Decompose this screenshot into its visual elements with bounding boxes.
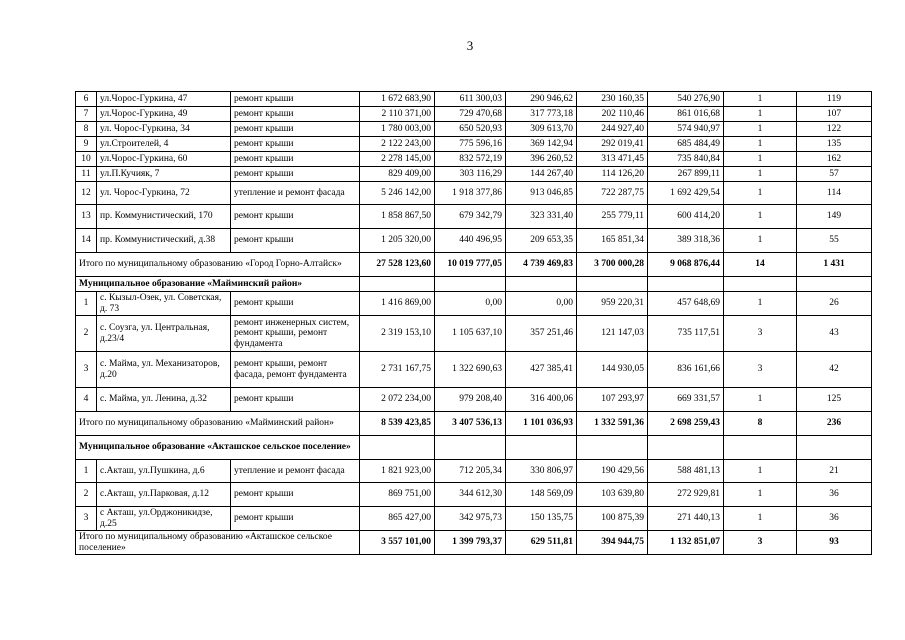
table-row [76,483,872,507]
address-cell: с.Акташ, ул.Пушкина, д.6 [97,460,231,483]
works-count: 1 [724,229,797,253]
page-number: 3 [466,38,474,53]
empty-cell [577,436,648,460]
row-number: 4 [76,388,97,412]
total-cost: 1 672 683,90 [360,92,435,107]
address-cell: с.Акташ, ул.Парковая, д.12 [97,483,231,507]
subtotal-label: Итого по муниципальному образованию «Акташское сельское поселение» [76,531,360,555]
subtotal-municipal-share: 1 332 591,36 [577,412,648,436]
republic-share: 323 331,40 [506,205,577,229]
table-row [76,152,872,167]
subtotal-fund-share: 3 407 536,13 [435,412,506,436]
subtotal-municipal-share: 3 700 000,28 [577,253,648,277]
works-count: 1 [724,137,797,152]
address-cell: ул.Чорос-Гуркина, 60 [97,152,231,167]
row-number: 6 [76,92,97,107]
republic-share: 330 806,97 [506,460,577,483]
empty-cell [577,277,648,292]
republic-share: 369 142,94 [506,137,577,152]
row-number: 3 [76,352,97,388]
owners-share: 574 940,97 [648,122,724,137]
work-type-cell: ремонт крыши [231,92,360,107]
subtotal-works-count: 8 [724,412,797,436]
owners-share: 588 481,13 [648,460,724,483]
municipal-share: 959 220,31 [577,292,648,316]
municipal-share: 230 160,35 [577,92,648,107]
empty-cell [797,277,872,292]
subtotal-works-count: 14 [724,253,797,277]
total-cost: 829 409,00 [360,167,435,182]
owners-share: 600 414,20 [648,205,724,229]
row-number: 3 [76,507,97,531]
address-cell: с. Майма, ул. Ленина, д.32 [97,388,231,412]
subtotal-residents-count: 93 [797,531,872,555]
work-type-cell: утепление и ремонт фасада [231,182,360,205]
owners-share: 271 440,13 [648,507,724,531]
table-row [76,182,872,205]
row-number: 1 [76,292,97,316]
subtotal-works-count: 3 [724,531,797,555]
row-number: 7 [76,107,97,122]
owners-share: 540 276,90 [648,92,724,107]
empty-cell [648,277,724,292]
table-row [76,167,872,182]
table-row [76,352,872,388]
works-count: 1 [724,460,797,483]
total-cost: 1 780 003,00 [360,122,435,137]
total-cost: 865 427,00 [360,507,435,531]
repair-program-table [75,91,872,555]
subtotal-fund-share: 1 399 793,37 [435,531,506,555]
owners-share: 735 117,51 [648,316,724,352]
work-type-cell: ремонт крыши [231,167,360,182]
works-count: 1 [724,122,797,137]
residents-count: 36 [797,483,872,507]
works-count: 3 [724,352,797,388]
subtotal-residents-count: 236 [797,412,872,436]
total-cost: 1 858 867,50 [360,205,435,229]
total-cost: 1 205 320,00 [360,229,435,253]
republic-share: 316 400,06 [506,388,577,412]
work-type-cell: ремонт крыши [231,137,360,152]
works-count: 1 [724,483,797,507]
address-cell: ул.Строителей, 4 [97,137,231,152]
work-type-cell: ремонт крыши, ремонт фасада, ремонт фундамента [231,352,360,388]
municipal-share: 100 875,39 [577,507,648,531]
subtotal-republic-share: 1 101 036,93 [506,412,577,436]
row-number: 12 [76,182,97,205]
republic-share: 209 653,35 [506,229,577,253]
owners-share: 389 318,36 [648,229,724,253]
fund-share: 0,00 [435,292,506,316]
section-header-row [76,277,872,292]
address-cell: с Акташ, ул.Орджоникидзе, д.25 [97,507,231,531]
works-count: 1 [724,152,797,167]
municipal-share: 107 293,97 [577,388,648,412]
work-type-cell: ремонт крыши [231,229,360,253]
works-count: 1 [724,205,797,229]
work-type-cell: ремонт крыши [231,507,360,531]
table-row [76,137,872,152]
fund-share: 712 205,34 [435,460,506,483]
section-title: Муниципальное образование «Майминский район» [76,277,360,292]
works-count: 3 [724,316,797,352]
works-count: 1 [724,107,797,122]
row-number: 2 [76,316,97,352]
row-number: 13 [76,205,97,229]
republic-share: 427 385,41 [506,352,577,388]
subtotal-fund-share: 10 019 777,05 [435,253,506,277]
fund-share: 729 470,68 [435,107,506,122]
empty-cell [435,436,506,460]
empty-cell [435,277,506,292]
address-cell: ул.Чорос-Гуркина, 47 [97,92,231,107]
municipal-share: 114 126,20 [577,167,648,182]
republic-share: 148 569,09 [506,483,577,507]
municipal-share: 190 429,56 [577,460,648,483]
total-cost: 5 246 142,00 [360,182,435,205]
address-cell: ул. Чорос-Гуркина, 34 [97,122,231,137]
fund-share: 979 208,40 [435,388,506,412]
empty-cell [648,436,724,460]
work-type-cell: ремонт крыши [231,107,360,122]
table-row [76,205,872,229]
residents-count: 119 [797,92,872,107]
row-number: 14 [76,229,97,253]
subtotal-total-cost: 8 539 423,85 [360,412,435,436]
fund-share: 342 975,73 [435,507,506,531]
owners-share: 669 331,57 [648,388,724,412]
total-cost: 2 110 371,00 [360,107,435,122]
municipal-share: 144 930,05 [577,352,648,388]
municipal-share: 103 639,80 [577,483,648,507]
residents-count: 36 [797,507,872,531]
residents-count: 135 [797,137,872,152]
empty-cell [724,277,797,292]
row-number: 10 [76,152,97,167]
total-cost: 2 731 167,75 [360,352,435,388]
subtotal-label: Итого по муниципальному образованию «Город Горно-Алтайск» [76,253,360,277]
total-cost: 1 821 923,00 [360,460,435,483]
residents-count: 43 [797,316,872,352]
municipal-share: 722 287,75 [577,182,648,205]
subtotal-republic-share: 4 739 469,83 [506,253,577,277]
work-type-cell: ремонт инженерных систем, ремонт крыши, ремонт фундамента [231,316,360,352]
fund-share: 1 918 377,86 [435,182,506,205]
subtotal-republic-share: 629 511,81 [506,531,577,555]
residents-count: 26 [797,292,872,316]
republic-share: 150 135,75 [506,507,577,531]
subtotal-row [76,253,872,277]
owners-share: 735 840,84 [648,152,724,167]
republic-share: 309 613,70 [506,122,577,137]
work-type-cell: ремонт крыши [231,152,360,167]
table-row [76,507,872,531]
municipal-share: 244 927,40 [577,122,648,137]
republic-share: 0,00 [506,292,577,316]
residents-count: 57 [797,167,872,182]
work-type-cell: ремонт крыши [231,483,360,507]
table-row [76,292,872,316]
municipal-share: 202 110,46 [577,107,648,122]
subtotal-residents-count: 1 431 [797,253,872,277]
row-number: 9 [76,137,97,152]
subtotal-label: Итого по муниципальному образованию «Майминский район» [76,412,360,436]
address-cell: ул.Чорос-Гуркина, 49 [97,107,231,122]
work-type-cell: утепление и ремонт фасада [231,460,360,483]
works-count: 1 [724,182,797,205]
address-cell: с. Майма, ул. Механизаторов, д.20 [97,352,231,388]
empty-cell [724,436,797,460]
row-number: 2 [76,483,97,507]
municipal-share: 292 019,41 [577,137,648,152]
republic-share: 357 251,46 [506,316,577,352]
subtotal-row [76,531,872,555]
owners-share: 685 484,49 [648,137,724,152]
republic-share: 290 946,62 [506,92,577,107]
republic-share: 317 773,18 [506,107,577,122]
subtotal-owners-share: 1 132 851,07 [648,531,724,555]
fund-share: 611 300,03 [435,92,506,107]
section-header-row [76,436,872,460]
subtotal-row [76,412,872,436]
residents-count: 107 [797,107,872,122]
row-number: 11 [76,167,97,182]
fund-share: 832 572,19 [435,152,506,167]
address-cell: пр. Коммунистический, д.38 [97,229,231,253]
total-cost: 2 278 145,00 [360,152,435,167]
fund-share: 679 342,79 [435,205,506,229]
table-row [76,316,872,352]
owners-share: 272 929,81 [648,483,724,507]
residents-count: 55 [797,229,872,253]
municipal-share: 121 147,03 [577,316,648,352]
republic-share: 144 267,40 [506,167,577,182]
residents-count: 114 [797,182,872,205]
empty-cell [506,277,577,292]
total-cost: 869 751,00 [360,483,435,507]
works-count: 1 [724,92,797,107]
subtotal-total-cost: 3 557 101,00 [360,531,435,555]
empty-cell [360,436,435,460]
owners-share: 1 692 429,54 [648,182,724,205]
subtotal-owners-share: 2 698 259,43 [648,412,724,436]
empty-cell [797,436,872,460]
fund-share: 440 496,95 [435,229,506,253]
residents-count: 122 [797,122,872,137]
fund-share: 775 596,16 [435,137,506,152]
row-number: 1 [76,460,97,483]
owners-share: 267 899,11 [648,167,724,182]
works-count: 1 [724,292,797,316]
total-cost: 2 319 153,10 [360,316,435,352]
address-cell: с. Кызыл-Озек, ул. Советская, д. 73 [97,292,231,316]
fund-share: 650 520,93 [435,122,506,137]
owners-share: 836 161,66 [648,352,724,388]
table-row [76,92,872,107]
residents-count: 42 [797,352,872,388]
municipal-share: 255 779,11 [577,205,648,229]
municipal-share: 313 471,45 [577,152,648,167]
fund-share: 1 322 690,63 [435,352,506,388]
table-row [76,388,872,412]
works-count: 1 [724,167,797,182]
work-type-cell: ремонт крыши [231,292,360,316]
owners-share: 457 648,69 [648,292,724,316]
municipal-share: 165 851,34 [577,229,648,253]
empty-cell [506,436,577,460]
section-title: Муниципальное образование «Акташское сельское поселение» [76,436,360,460]
republic-share: 396 260,52 [506,152,577,167]
address-cell: с. Соузга, ул. Центральная, д.23/4 [97,316,231,352]
address-cell: ул.П.Кучияк, 7 [97,167,231,182]
works-count: 1 [724,507,797,531]
residents-count: 149 [797,205,872,229]
total-cost: 2 122 243,00 [360,137,435,152]
subtotal-municipal-share: 394 944,75 [577,531,648,555]
address-cell: пр. Коммунистический, 170 [97,205,231,229]
table-row [76,229,872,253]
residents-count: 125 [797,388,872,412]
total-cost: 1 416 869,00 [360,292,435,316]
table-row [76,122,872,137]
residents-count: 21 [797,460,872,483]
works-count: 1 [724,388,797,412]
work-type-cell: ремонт крыши [231,122,360,137]
residents-count: 162 [797,152,872,167]
fund-share: 1 105 637,10 [435,316,506,352]
owners-share: 861 016,68 [648,107,724,122]
address-cell: ул. Чорос-Гуркина, 72 [97,182,231,205]
work-type-cell: ремонт крыши [231,388,360,412]
fund-share: 303 116,29 [435,167,506,182]
row-number: 8 [76,122,97,137]
subtotal-total-cost: 27 528 123,60 [360,253,435,277]
total-cost: 2 072 234,00 [360,388,435,412]
empty-cell [360,277,435,292]
subtotal-owners-share: 9 068 876,44 [648,253,724,277]
table-row [76,460,872,483]
fund-share: 344 612,30 [435,483,506,507]
work-type-cell: ремонт крыши [231,205,360,229]
republic-share: 913 046,85 [506,182,577,205]
table-row [76,107,872,122]
